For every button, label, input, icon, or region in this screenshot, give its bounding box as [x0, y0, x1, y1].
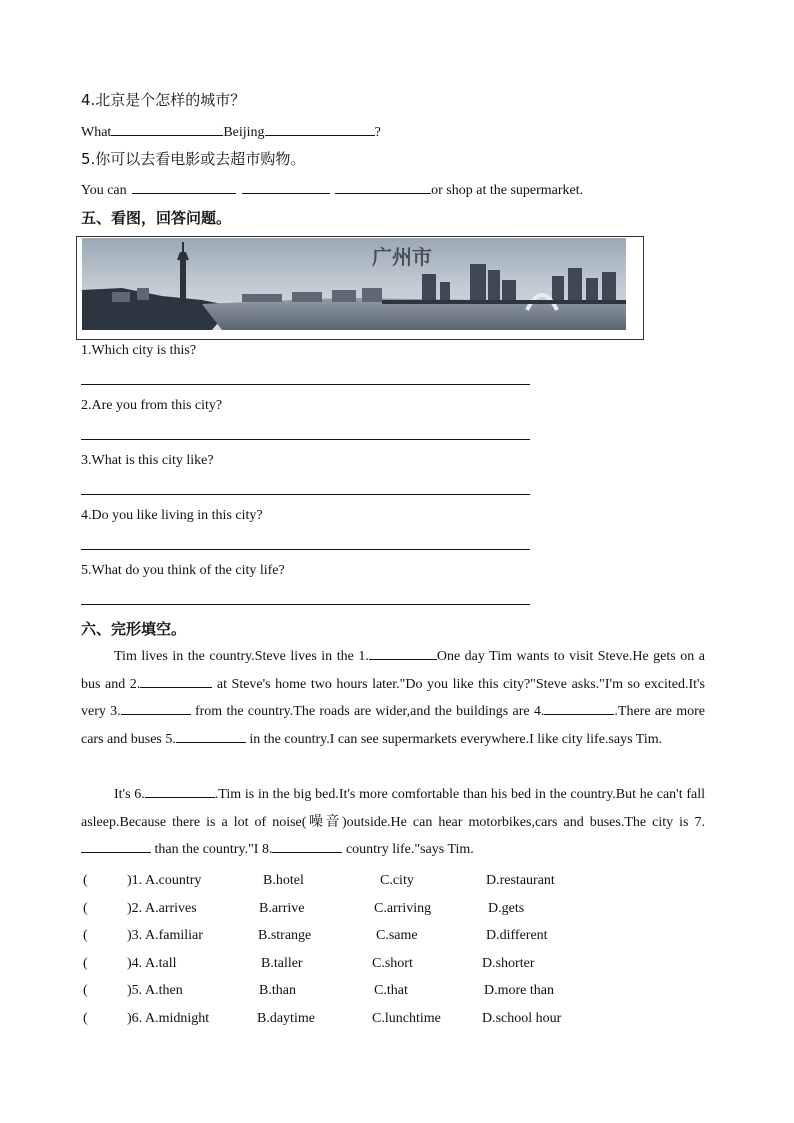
q5-tail: or shop at the supermarket.	[431, 183, 584, 198]
q5-english-line	[81, 179, 583, 199]
option-c-6: C.lunchtime	[372, 1011, 441, 1026]
answer-line-2[interactable]	[81, 439, 530, 440]
section5-title: 五、看图，回答问题。	[81, 209, 232, 227]
section6-title: 六、完形填空。	[81, 620, 187, 638]
option-d-6: D.school hour	[482, 1011, 562, 1026]
cloze-blank-8[interactable]	[272, 838, 342, 853]
q5-chinese: 5.你可以去看电影或去超市购物。	[81, 150, 306, 168]
option-number-5: )5.	[127, 983, 143, 998]
option-a-4: A.tall	[145, 956, 177, 971]
answer-line-1[interactable]	[81, 384, 530, 385]
city-skyline-photo	[82, 238, 626, 330]
passage-paragraph-2: It's 6. .Tim is in the big bed.It's more comfortable than his bed in the country.But he can't fall asleep.Because there is a lot of noise(噪音)outside.He can hear motorbikes,cars and buses.The city is 7. than the country."I 8. country life."says Tim.	[81, 781, 705, 864]
option-d-1: D.restaurant	[486, 873, 555, 888]
picture-caption: 广州市	[372, 245, 432, 269]
cloze-blank-1[interactable]	[369, 645, 437, 660]
option-b-6: B.daytime	[257, 1011, 315, 1026]
question-3: 3.What is this city like?	[81, 453, 214, 468]
cloze-blank-4[interactable]	[544, 700, 614, 715]
q5-blank-2[interactable]	[242, 179, 330, 194]
cloze-blank-6[interactable]	[145, 783, 215, 798]
question-4: 4.Do you like living in this city?	[81, 508, 263, 523]
answer-paren-6[interactable]: (	[83, 1011, 88, 1026]
option-number-1: )1.	[127, 873, 143, 888]
q4-english-line	[81, 121, 381, 141]
option-a-5: A.then	[145, 983, 183, 998]
option-b-2: B.arrive	[259, 901, 305, 916]
option-c-4: C.short	[372, 956, 413, 971]
option-b-3: B.strange	[258, 928, 312, 943]
option-d-3: D.different	[486, 928, 548, 943]
option-number-6: )6.	[127, 1011, 143, 1026]
option-d-5: D.more than	[484, 983, 554, 998]
passage-paragraph-1: Tim lives in the country.Steve lives in the 1. One day Tim wants to visit Steve.He gets on a bus and 2. at Steve's home two hours later."Do you like this city?"Steve asks."I'm so excited.It's very 3. from the country.The roads are wider,and the buildings are 4. .There are more cars and buses 5. in the country.I can see supermarkets everywhere.I like city life.says Tim.	[81, 643, 705, 753]
answer-paren-1[interactable]: (	[83, 873, 88, 888]
q5-blank-3[interactable]	[335, 179, 431, 194]
option-number-3: )3.	[127, 928, 143, 943]
cloze-blank-7[interactable]	[81, 838, 151, 853]
option-number-4: )4.	[127, 956, 143, 971]
option-a-3: A.familiar	[145, 928, 203, 943]
answer-paren-3[interactable]: (	[83, 928, 88, 943]
cloze-blank-3[interactable]	[121, 700, 191, 715]
q4-chinese: 4.北京是个怎样的城市？	[81, 91, 246, 109]
option-c-1: C.city	[380, 873, 414, 888]
option-b-5: B.than	[259, 983, 296, 998]
q5-word-you-can: You can	[81, 183, 127, 198]
question-1: 1.Which city is this?	[81, 343, 197, 358]
answer-line-4[interactable]	[81, 549, 530, 550]
option-c-3: C.same	[376, 928, 418, 943]
answer-paren-5[interactable]: (	[83, 983, 88, 998]
q5-blank-1[interactable]	[132, 179, 236, 194]
q4-word-beijing: Beijing	[223, 125, 265, 140]
option-c-2: C.arriving	[374, 901, 432, 916]
answer-paren-2[interactable]: (	[83, 901, 88, 916]
option-a-1: A.country	[145, 873, 202, 888]
option-a-2: A.arrives	[145, 901, 197, 916]
answer-paren-4[interactable]: (	[83, 956, 88, 971]
option-a-6: A.midnight	[145, 1011, 210, 1026]
question-2: 2.Are you from this city?	[81, 398, 223, 413]
question-5: 5.What do you think of the city life?	[81, 563, 285, 578]
option-b-4: B.taller	[261, 956, 303, 971]
answer-line-3[interactable]	[81, 494, 530, 495]
answer-line-5[interactable]	[81, 604, 530, 605]
q4-word-what: What	[81, 125, 112, 140]
cloze-blank-2[interactable]	[140, 673, 212, 688]
q4-blank-2[interactable]	[265, 121, 375, 136]
option-d-2: D.gets	[488, 901, 525, 916]
option-b-1: B.hotel	[263, 873, 304, 888]
option-d-4: D.shorter	[482, 956, 535, 971]
q4-question-mark: ?	[374, 125, 381, 140]
q4-blank-1[interactable]	[111, 121, 223, 136]
cloze-blank-5[interactable]	[176, 728, 246, 743]
option-number-2: )2.	[127, 901, 143, 916]
option-c-5: C.that	[374, 983, 408, 998]
